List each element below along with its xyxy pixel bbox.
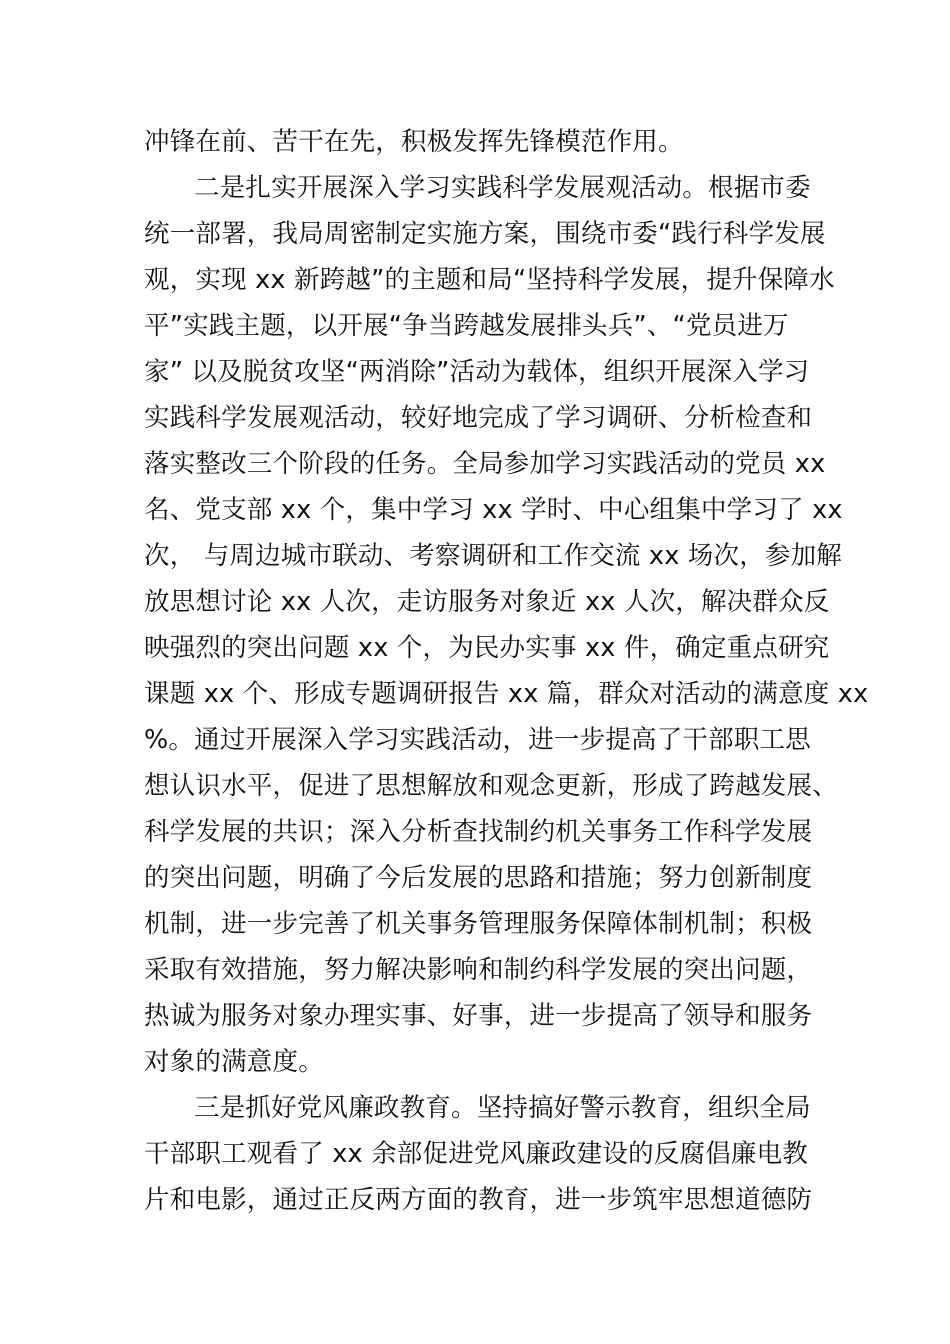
text-line: 科学发展的共识；深入分析查找制约机关事务工作科学发展 — [144, 817, 813, 847]
paragraph-start-line: 二是扎实开展深入学习实践科学发展观活动。根据市委 — [194, 173, 811, 203]
text-line: 家” 以及脱贫攻坚“两消除”活动为载体，组织开展深入学习 — [144, 357, 810, 387]
text-line: 次， 与周边城市联动、考察调研和工作交流 xx 场次，参加解 — [144, 541, 843, 571]
paragraph-start-line: 三是抓好党风廉政教育。坚持搞好警示教育，组织全局 — [194, 1093, 811, 1123]
text-line: 对象的满意度。 — [144, 1047, 324, 1077]
text-line: 落实整改三个阶段的任务。全局参加学习实践活动的党员 xx — [144, 449, 826, 479]
text-line: 片和电影，通过正反两方面的教育，进一步筑牢思想道德防 — [144, 1185, 813, 1215]
text-line: 机制，进一步完善了机关事务管理服务保障体制机制；积极 — [144, 909, 813, 939]
text-line: 观，实现 xx 新跨越”的主题和局“坚持科学发展，提升保障水 — [144, 265, 835, 295]
text-line: 平”实践主题，以开展“争当跨越发展排头兵”、“党员进万 — [144, 311, 789, 341]
text-line: 干部职工观看了 xx 余部促进党风廉政建设的反腐倡廉电教 — [144, 1139, 808, 1169]
text-line: 的突出问题，明确了今后发展的思路和措施；努力创新制度 — [144, 863, 813, 893]
text-line: 课题 xx 个、形成专题调研报告 xx 篇，群众对活动的满意度 xx — [144, 679, 869, 709]
text-line: 冲锋在前、苦干在先，积极发挥先锋模范作用。 — [144, 127, 684, 157]
text-line: 映强烈的突出问题 xx 个，为民办实事 xx 件，确定重点研究 — [144, 633, 830, 663]
text-line: %。通过开展深入学习实践活动，进一步提高了干部职工思 — [144, 725, 811, 755]
text-line: 热诚为服务对象办理实事、好事，进一步提高了领导和服务 — [144, 1001, 813, 1031]
text-line: 实践科学发展观活动，较好地完成了学习调研、分析检查和 — [144, 403, 813, 433]
text-line: 放思想讨论 xx 人次，走访服务对象近 xx 人次，解决群众反 — [144, 587, 830, 617]
text-line: 统一部署，我局周密制定实施方案，围绕市委“践行科学发展 — [144, 219, 826, 249]
text-line: 名、党支部 xx 个，集中学习 xx 学时、中心组集中学习了 xx — [144, 495, 843, 525]
text-line: 采取有效措施，努力解决影响和制约科学发展的突出问题， — [144, 955, 813, 985]
text-line: 想认识水平，促进了思想解放和观念更新，形成了跨越发展、 — [144, 771, 838, 801]
